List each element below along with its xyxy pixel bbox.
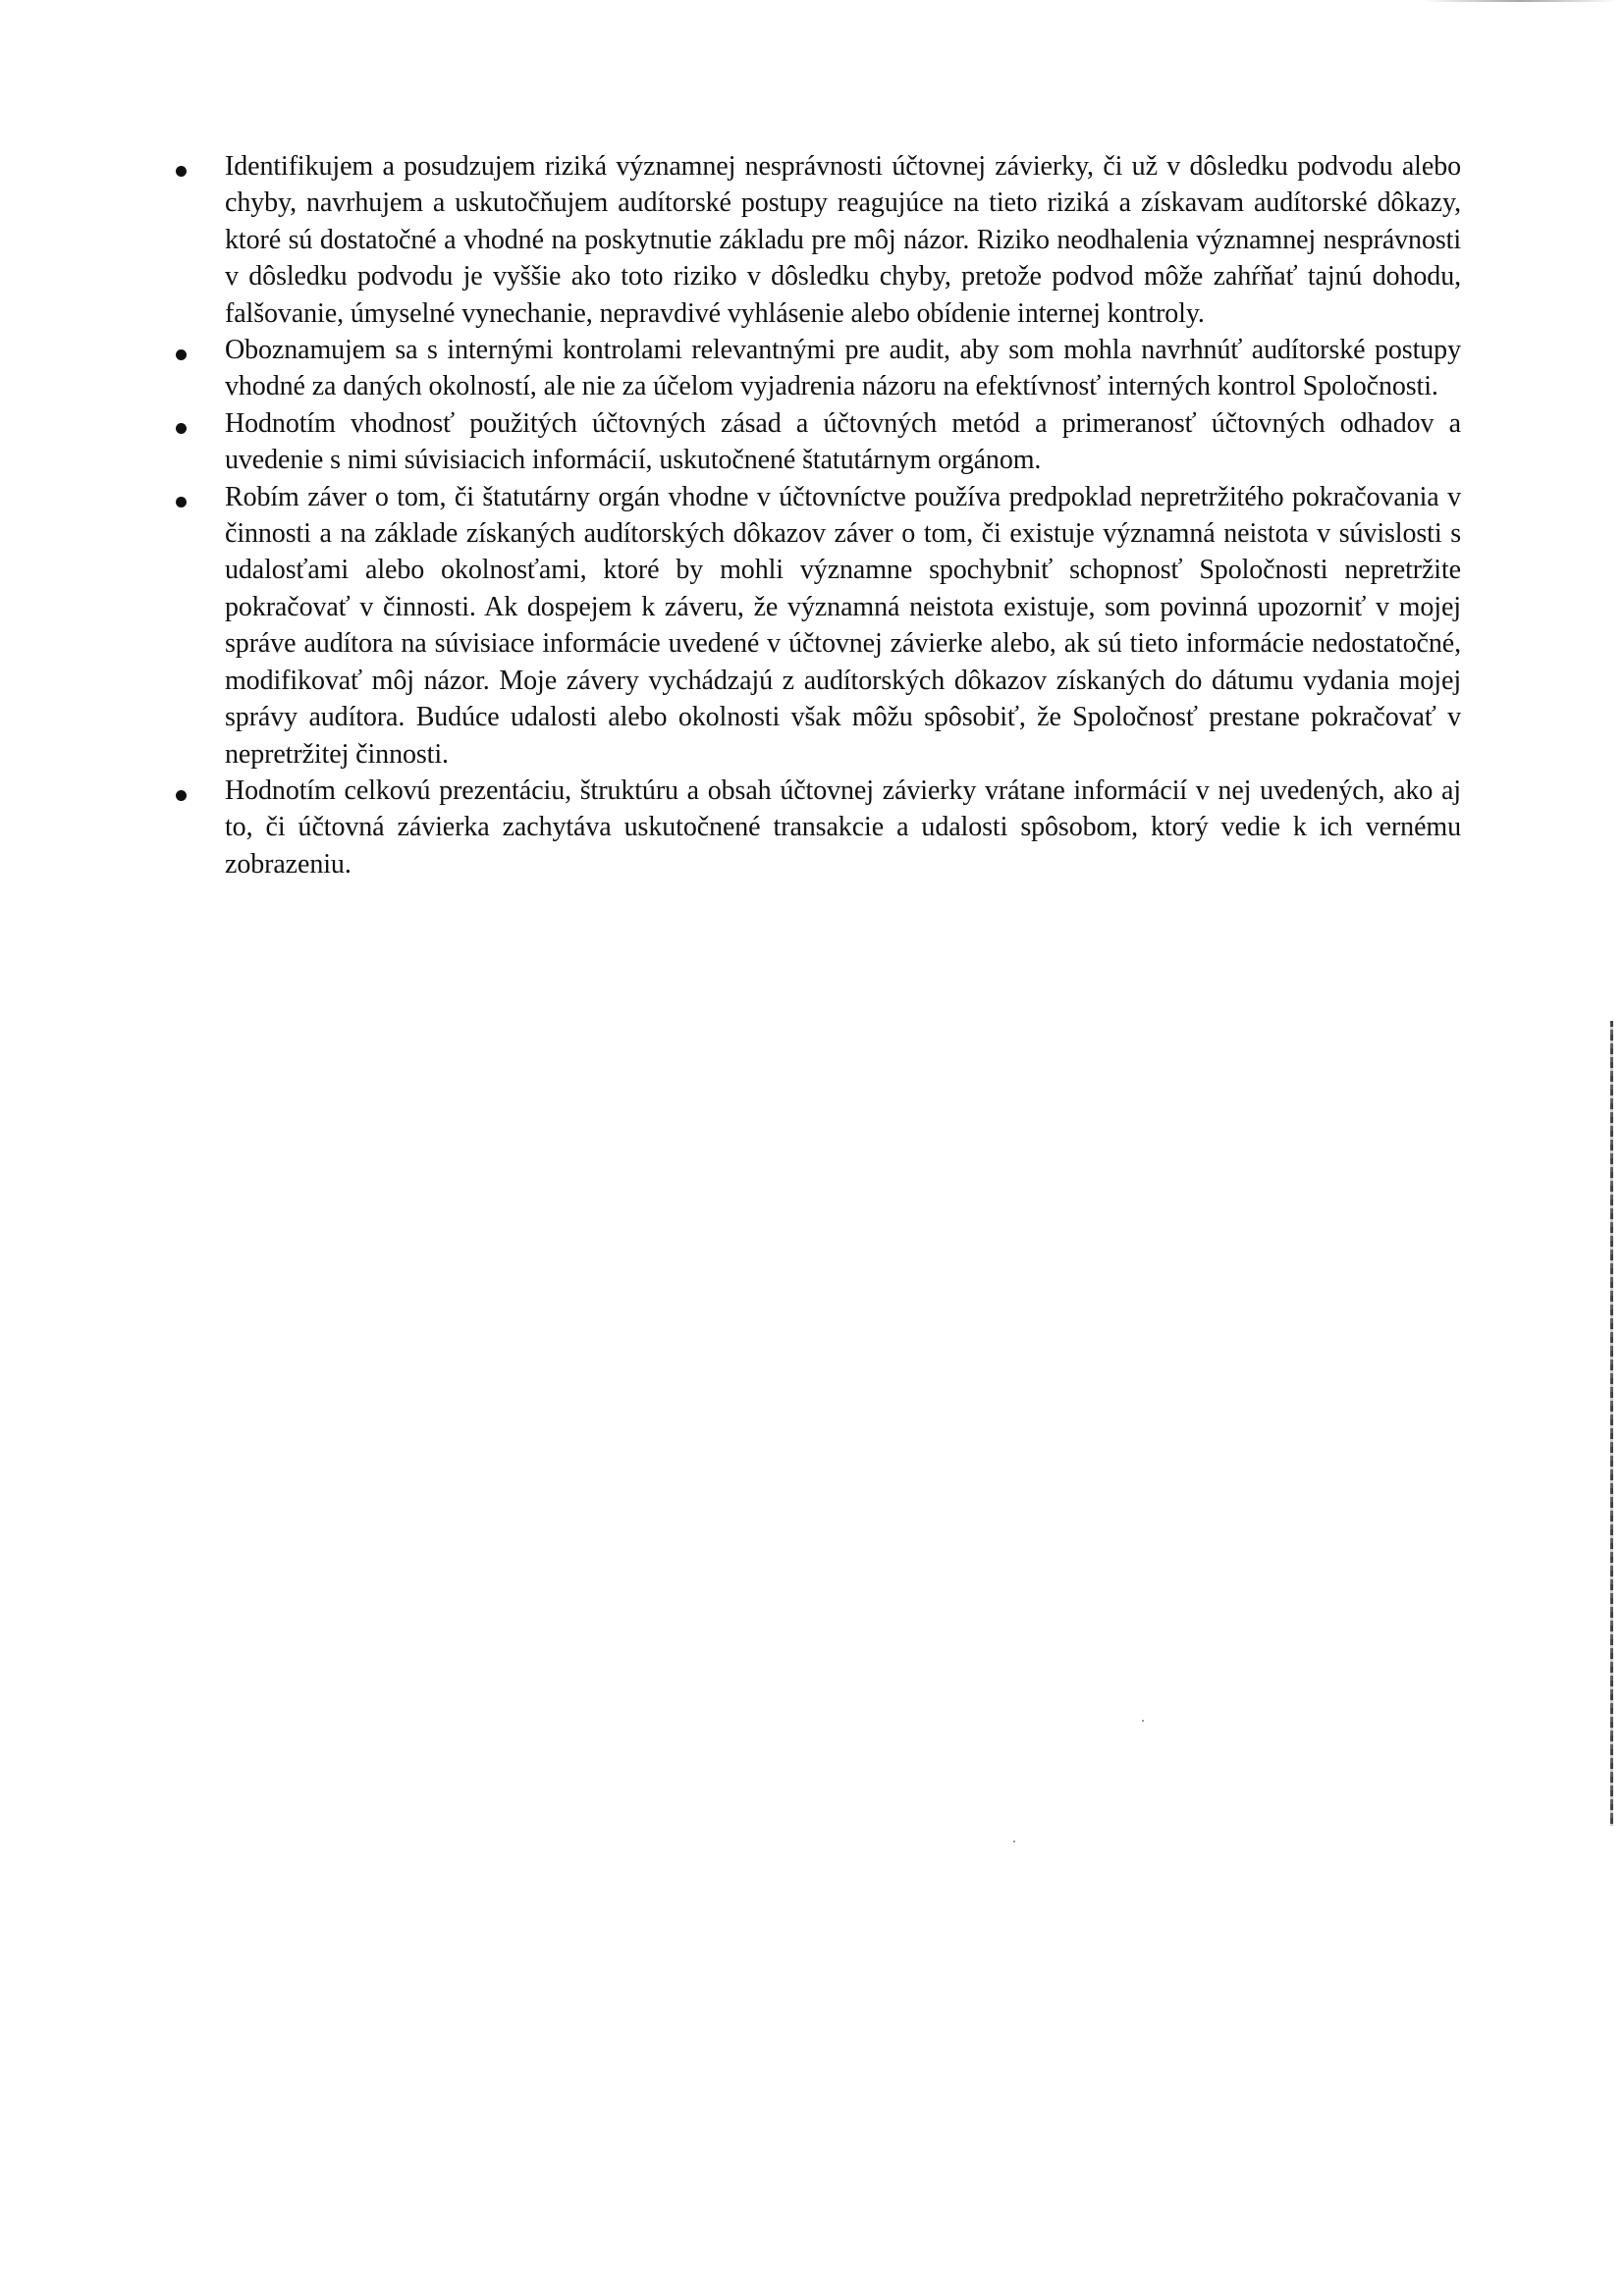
list-item-text: Identifikujem a posudzujem riziká významnej nesprávnosti účtovnej závierky, či už v dôsledku podvodu alebo chyby, navrhujem a uskutočňujem audítorské postupy reagujúce na tieto riziká a získavam audítorské dôkazy, ktoré sú dostatočné a vhodné na poskytnutie základu pre môj názor. Riziko neodhalenia významnej nesprávnosti v dôsledku podvodu je vyššie ako toto riziko v dôsledku chyby, pretože podvod môže zahŕňať tajnú dohodu, falšovanie, úmyselné vynechanie, nepravdivé vyhlásenie alebo obídenie internej kontroly.	[225, 151, 1461, 329]
bullet-icon	[176, 497, 187, 507]
bullet-icon	[176, 349, 187, 360]
bullet-icon	[176, 166, 187, 177]
list-item	[165, 405, 1461, 479]
scan-artifact-edge	[1610, 1021, 1613, 1826]
scan-speck	[1013, 1841, 1015, 1842]
scan-speck	[1142, 1720, 1144, 1722]
document-body	[165, 148, 1461, 882]
list-item-text: Robím záver o tom, či štatutárny orgán vhodne v účtovníctve používa predpoklad nepretržitého pokračovania v činnosti a na základe získaných audítorských dôkazov záver o tom, či existuje významná neistota v súvislosti s udalosťami alebo okolnosťami, ktoré by mohli významne spochybniť schopnosť Spoločnosti nepretržite pokračovať v činnosti. Ak dospejem k záveru, že významná neistota existuje, som povinná upozorniť v mojej správe audítora na súvisiace informácie uvedené v účtovnej závierke alebo, ak sú tieto informácie nedostatočné, modifikovať môj názor. Moje závery vychádzajú z audítorských dôkazov získaných do dátumu vydania mojej správy audítora. Budúce udalosti alebo okolnosti však môžu spôsobiť, že Spoločnosť prestane pokračovať v nepretržitej činnosti.	[225, 481, 1461, 770]
list-item	[165, 773, 1461, 882]
scan-artifact-top	[1422, 0, 1618, 2]
list-item-text: Oboznamujem sa s internými kontrolami relevantnými pre audit, aby som mohla navrhnúť audítorské postupy vhodné za daných okolností, ale nie za účelom vyjadrenia názoru na efektívnosť interných kontrol Spoločnosti.	[225, 335, 1461, 402]
audit-procedures-list	[165, 148, 1461, 882]
bullet-icon	[176, 423, 187, 434]
list-item	[165, 332, 1461, 405]
list-item-text: Hodnotím celkovú prezentáciu, štruktúru a obsah účtovnej závierky vrátane informácií v nej uvedených, ako aj to, či účtovná závierka zachytáva uskutočnené transakcie a udalosti spôsobom, ktorý vedie k ich vernému zobrazeniu.	[225, 774, 1461, 880]
list-item	[165, 148, 1461, 332]
bullet-icon	[176, 790, 187, 801]
list-item	[165, 479, 1461, 773]
list-item-text: Hodnotím vhodnosť použitých účtovných zásad a účtovných metód a primeranosť účtovných odhadov a uvedenie s nimi súvisiacich informácií, uskutočnené štatutárnym orgánom.	[225, 407, 1461, 476]
